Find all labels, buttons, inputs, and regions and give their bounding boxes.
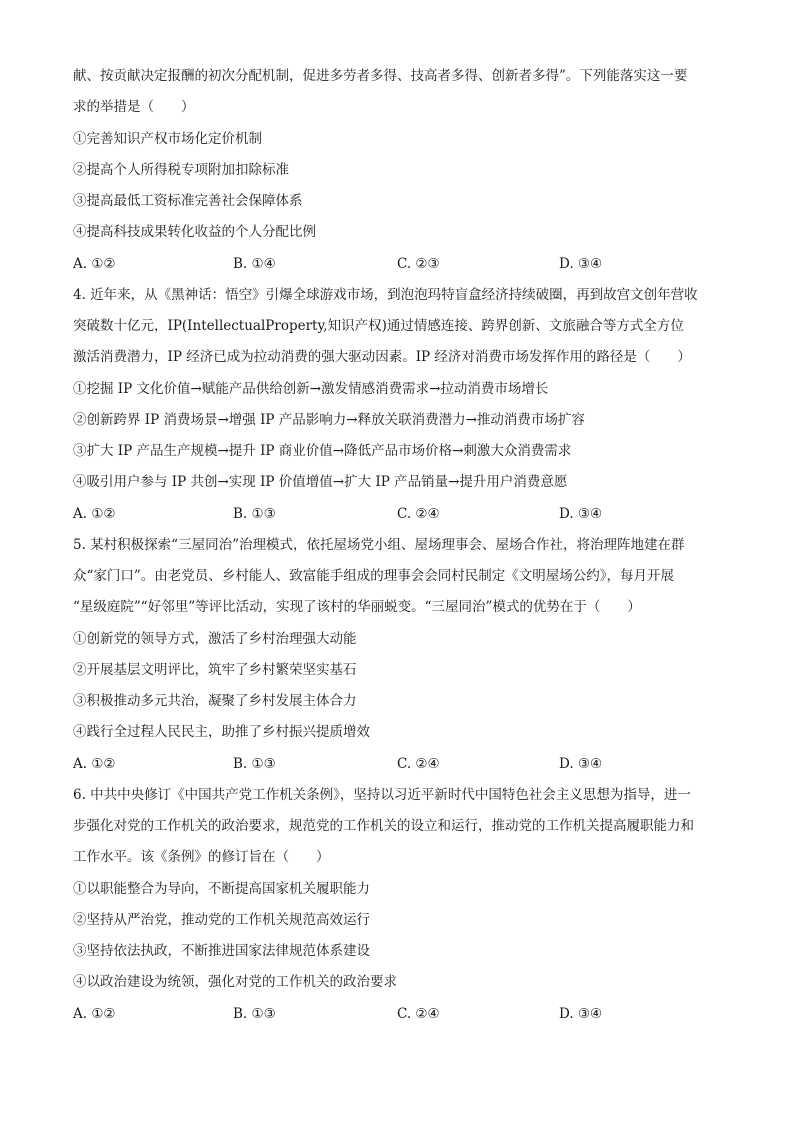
q6-option-d: D. ③④ <box>559 1006 603 1022</box>
q5-option-a: A. ①② <box>73 756 116 772</box>
q3-item-2: ②提高个人所得税专项附加扣除标准 <box>73 162 289 178</box>
q6-options <box>73 1005 733 1023</box>
q3-stem-line-2: 求的举措是（ ） <box>73 99 195 115</box>
q6-item-2: ②坚持从严治党，推动党的工作机关规范高效运行 <box>73 912 370 928</box>
q4-option-b: B. ①③ <box>233 506 276 522</box>
q4-item-3: ③扩大 IP 产品生产规模→提升 IP 商业价值→降低产品市场价格→刺激大众消费需求 <box>73 443 572 459</box>
q5-option-b: B. ①③ <box>233 756 276 772</box>
q4-stem-line-1: 4. 近年来，从《黑神话：悟空》引爆全球游戏市场，到泡泡玛特盲盒经济持续破圈，再到故宫文创年营收 <box>73 287 698 303</box>
q6-option-b: B. ①③ <box>233 1006 276 1022</box>
q4-option-d: D. ③④ <box>559 506 603 522</box>
q4-option-c: C. ②④ <box>397 506 440 522</box>
q5-options <box>73 755 733 773</box>
q3-option-b: B. ①④ <box>233 256 276 272</box>
q5-item-2: ②开展基层文明评比，筑牢了乡村繁荣坚实基石 <box>73 662 357 678</box>
q6-item-1: ①以职能整合为导向，不断提高国家机关履职能力 <box>73 881 370 897</box>
q4-options <box>73 505 733 523</box>
q5-item-3: ③积极推动多元共治，凝聚了乡村发展主体合力 <box>73 693 357 709</box>
q4-item-1: ①挖掘 IP 文化价值→赋能产品供给创新→激发情感消费需求→拉动消费市场增长 <box>73 381 549 397</box>
q3-stem-line-1: 献、按贡献决定报酬的初次分配机制，促进多劳者多得、技高者多得、创新者多得”。下列能落实这一要 <box>73 68 688 84</box>
q5-item-1: ①创新党的领导方式，激活了乡村治理强大动能 <box>73 631 357 647</box>
q3-item-1: ①完善知识产权市场化定价机制 <box>73 131 262 147</box>
q3-option-c: C. ②③ <box>397 256 440 272</box>
q6-stem-line-2: 步强化对党的工作机关的政治要求，规范党的工作机关的设立和运行，推动党的工作机关提高履职能力和 <box>73 818 694 834</box>
q3-option-d: D. ③④ <box>559 256 603 272</box>
q6-stem-line-3: 工作水平。该《条例》的修订旨在（ ） <box>73 849 330 865</box>
q4-option-a: A. ①② <box>73 506 116 522</box>
q4-stem-line-2: 突破数十亿元，IP(IntellectualProperty,知识产权)通过情感连接、跨界创新、文旅融合等方式全方位 <box>73 318 684 334</box>
q4-stem-line-3: 激活消费潜力，IP 经济已成为拉动消费的强大驱动因素。IP 经济对消费市场发挥作用的路径是（ ） <box>73 349 691 365</box>
q6-stem-line-1: 6. 中共中央修订《中国共产党工作机关条例》，坚持以习近平新时代中国特色社会主义思想为指导，进一 <box>73 787 691 803</box>
q3-option-a: A. ①② <box>73 256 116 272</box>
q4-item-4: ④吸引用户参与 IP 共创→实现 IP 价值增值→扩大 IP 产品销量→提升用户消费意愿 <box>73 474 568 490</box>
q3-item-3: ③提高最低工资标准完善社会保障体系 <box>73 193 303 209</box>
q5-stem-line-1: 5. 某村积极探索“三屋同治”治理模式，依托屋场党小组、屋场理事会、屋场合作社，将治理阵地建在群 <box>73 537 685 553</box>
q3-options <box>73 255 733 273</box>
q5-option-c: C. ②④ <box>397 756 440 772</box>
q6-option-a: A. ①② <box>73 1006 116 1022</box>
q3-item-4: ④提高科技成果转化收益的个人分配比例 <box>73 224 316 240</box>
q6-item-4: ④以政治建设为统领，强化对党的工作机关的政治要求 <box>73 974 397 990</box>
q5-stem-line-3: “星级庭院”“好邻里”等评比活动，实现了该村的华丽蜕变。“三屋同治”模式的优势在于（ ） <box>73 599 641 615</box>
q5-stem-line-2: 众“家门口”。由老党员、乡村能人、致富能手组成的理事会会同村民制定《文明屋场公约》，每月开展 <box>73 568 675 584</box>
q5-item-4: ④践行全过程人民民主，助推了乡村振兴提质增效 <box>73 724 370 740</box>
q6-item-3: ③坚持依法执政，不断推进国家法律规范体系建设 <box>73 943 370 959</box>
q4-item-2: ②创新跨界 IP 消费场景→增强 IP 产品影响力→释放关联消费潜力→推动消费市场扩容 <box>73 412 585 428</box>
q5-option-d: D. ③④ <box>559 756 603 772</box>
q6-option-c: C. ②④ <box>397 1006 440 1022</box>
